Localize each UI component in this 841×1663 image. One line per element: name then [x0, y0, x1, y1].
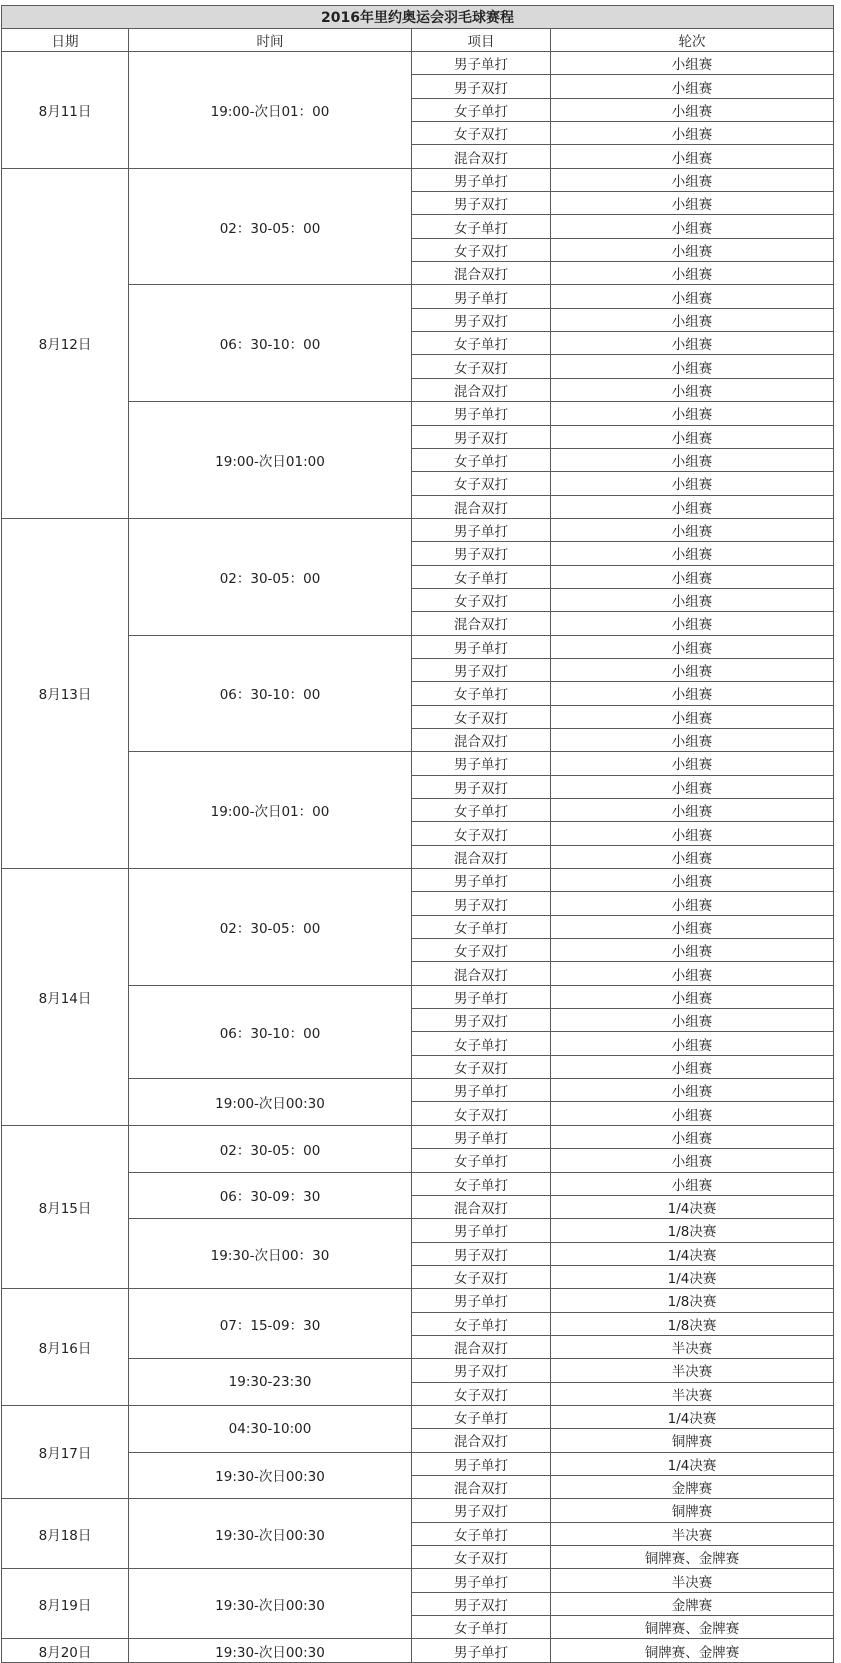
round-cell: 小组赛 — [551, 565, 834, 588]
round-cell: 金牌赛 — [551, 1475, 834, 1498]
event-cell: 男子双打 — [412, 658, 551, 681]
round-cell: 小组赛 — [551, 215, 834, 238]
round-cell: 半决赛 — [551, 1335, 834, 1358]
round-cell: 小组赛 — [551, 658, 834, 681]
table-row — [2, 518, 834, 541]
date-cell: 8月17日 — [2, 1405, 129, 1498]
round-cell: 小组赛 — [551, 1149, 834, 1172]
event-cell: 混合双打 — [412, 1335, 551, 1358]
time-cell: 06：30-10：00 — [129, 635, 412, 752]
round-cell: 1/8决赛 — [551, 1219, 834, 1242]
event-cell: 女子单打 — [412, 799, 551, 822]
event-cell: 女子双打 — [412, 1055, 551, 1078]
round-cell: 小组赛 — [551, 728, 834, 751]
table-row — [2, 1499, 834, 1522]
table-row — [2, 168, 834, 191]
round-cell: 小组赛 — [551, 612, 834, 635]
round-cell: 小组赛 — [551, 822, 834, 845]
round-cell: 小组赛 — [551, 355, 834, 378]
event-cell: 女子单打 — [412, 1032, 551, 1055]
table-row — [2, 1569, 834, 1592]
event-cell: 女子双打 — [412, 472, 551, 495]
round-cell: 小组赛 — [551, 1102, 834, 1125]
round-cell: 小组赛 — [551, 939, 834, 962]
round-cell: 小组赛 — [551, 425, 834, 448]
event-cell: 女子单打 — [412, 1616, 551, 1639]
round-cell: 半决赛 — [551, 1569, 834, 1592]
round-cell: 小组赛 — [551, 332, 834, 355]
round-cell: 铜牌赛 — [551, 1499, 834, 1522]
round-cell: 小组赛 — [551, 892, 834, 915]
round-cell: 小组赛 — [551, 1125, 834, 1148]
event-cell: 女子单打 — [412, 98, 551, 121]
event-cell: 女子单打 — [412, 1312, 551, 1335]
time-cell: 19:30-次日00：30 — [129, 1219, 412, 1289]
event-cell: 男子双打 — [412, 1009, 551, 1032]
table-row — [2, 1289, 834, 1312]
round-cell: 小组赛 — [551, 752, 834, 775]
event-cell: 女子双打 — [412, 122, 551, 145]
round-cell: 小组赛 — [551, 122, 834, 145]
schedule-body — [2, 52, 834, 1663]
round-cell: 1/4决赛 — [551, 1242, 834, 1265]
round-cell: 小组赛 — [551, 845, 834, 868]
event-cell: 男子单打 — [412, 1219, 551, 1242]
event-cell: 男子单打 — [412, 1639, 551, 1662]
date-cell: 8月19日 — [2, 1569, 129, 1639]
event-cell: 混合双打 — [412, 612, 551, 635]
badminton-schedule-table — [1, 5, 834, 1663]
time-cell: 19:00-次日00:30 — [129, 1079, 412, 1126]
event-cell: 男子双打 — [412, 775, 551, 798]
event-cell: 女子双打 — [412, 822, 551, 845]
round-cell: 小组赛 — [551, 1032, 834, 1055]
date-cell: 8月14日 — [2, 869, 129, 1126]
date-cell: 8月11日 — [2, 52, 129, 169]
round-cell: 半决赛 — [551, 1382, 834, 1405]
round-cell: 小组赛 — [551, 448, 834, 471]
event-cell: 女子单打 — [412, 448, 551, 471]
time-cell: 02：30-05：00 — [129, 168, 412, 285]
date-cell: 8月16日 — [2, 1289, 129, 1406]
event-cell: 男子单打 — [412, 285, 551, 308]
round-cell: 1/4决赛 — [551, 1405, 834, 1428]
round-cell: 小组赛 — [551, 75, 834, 98]
event-cell: 男子双打 — [412, 1592, 551, 1615]
round-cell: 小组赛 — [551, 308, 834, 331]
round-cell: 小组赛 — [551, 52, 834, 75]
event-cell: 女子单打 — [412, 682, 551, 705]
round-cell: 小组赛 — [551, 588, 834, 611]
time-cell: 02：30-05：00 — [129, 1125, 412, 1172]
event-cell: 混合双打 — [412, 262, 551, 285]
round-cell: 小组赛 — [551, 915, 834, 938]
event-cell: 男子单打 — [412, 635, 551, 658]
round-cell: 小组赛 — [551, 238, 834, 261]
round-cell: 小组赛 — [551, 192, 834, 215]
round-cell: 小组赛 — [551, 495, 834, 518]
round-cell: 铜牌赛 — [551, 1429, 834, 1452]
event-cell: 男子双打 — [412, 1499, 551, 1522]
event-cell: 混合双打 — [412, 1475, 551, 1498]
event-cell: 女子双打 — [412, 1382, 551, 1405]
event-cell: 男子双打 — [412, 542, 551, 565]
event-cell: 混合双打 — [412, 962, 551, 985]
event-cell: 女子单打 — [412, 215, 551, 238]
event-cell: 混合双打 — [412, 845, 551, 868]
round-cell: 小组赛 — [551, 775, 834, 798]
time-cell: 19:30-23:30 — [129, 1359, 412, 1406]
header-row — [2, 29, 834, 52]
header-time: 时间 — [129, 29, 412, 52]
event-cell: 混合双打 — [412, 145, 551, 168]
event-cell: 女子单打 — [412, 1405, 551, 1428]
round-cell: 小组赛 — [551, 98, 834, 121]
round-cell: 小组赛 — [551, 962, 834, 985]
event-cell: 男子单打 — [412, 1569, 551, 1592]
round-cell: 小组赛 — [551, 682, 834, 705]
event-cell: 男子单打 — [412, 752, 551, 775]
round-cell: 铜牌赛、金牌赛 — [551, 1616, 834, 1639]
round-cell: 1/8决赛 — [551, 1289, 834, 1312]
round-cell: 金牌赛 — [551, 1592, 834, 1615]
round-cell: 小组赛 — [551, 705, 834, 728]
event-cell: 女子单打 — [412, 1522, 551, 1545]
event-cell: 女子双打 — [412, 705, 551, 728]
round-cell: 小组赛 — [551, 402, 834, 425]
event-cell: 男子双打 — [412, 192, 551, 215]
event-cell: 女子单打 — [412, 1149, 551, 1172]
event-cell: 男子单打 — [412, 168, 551, 191]
time-cell: 02：30-05：00 — [129, 518, 412, 635]
table-row — [2, 1405, 834, 1428]
time-cell: 19:00-次日01:00 — [129, 402, 412, 519]
event-cell: 男子单打 — [412, 1125, 551, 1148]
event-cell: 男子单打 — [412, 1452, 551, 1475]
event-cell: 男子单打 — [412, 52, 551, 75]
round-cell: 1/4决赛 — [551, 1195, 834, 1218]
time-cell: 19:30-次日00:30 — [129, 1569, 412, 1639]
round-cell: 小组赛 — [551, 869, 834, 892]
event-cell: 男子单打 — [412, 869, 551, 892]
event-cell: 女子双打 — [412, 588, 551, 611]
event-cell: 男子单打 — [412, 402, 551, 425]
event-cell: 男子双打 — [412, 308, 551, 331]
round-cell: 小组赛 — [551, 262, 834, 285]
round-cell: 小组赛 — [551, 985, 834, 1008]
date-cell: 8月12日 — [2, 168, 129, 518]
event-cell: 混合双打 — [412, 495, 551, 518]
event-cell: 女子双打 — [412, 355, 551, 378]
event-cell: 男子单打 — [412, 1079, 551, 1102]
table-title: 2016年里约奥运会羽毛球赛程 — [2, 6, 834, 29]
title-row — [2, 6, 834, 29]
event-cell: 男子单打 — [412, 985, 551, 1008]
table-row — [2, 52, 834, 75]
round-cell: 小组赛 — [551, 542, 834, 565]
round-cell: 小组赛 — [551, 145, 834, 168]
date-cell: 8月20日 — [2, 1639, 129, 1662]
round-cell: 铜牌赛、金牌赛 — [551, 1546, 834, 1569]
table-row — [2, 1639, 834, 1662]
event-cell: 混合双打 — [412, 1195, 551, 1218]
date-cell: 8月18日 — [2, 1499, 129, 1569]
round-cell: 小组赛 — [551, 1172, 834, 1195]
time-cell: 19:30-次日00:30 — [129, 1452, 412, 1499]
event-cell: 女子单打 — [412, 1172, 551, 1195]
time-cell: 19:30-次日00:30 — [129, 1639, 412, 1662]
round-cell: 小组赛 — [551, 378, 834, 401]
date-cell: 8月15日 — [2, 1125, 129, 1288]
header-round: 轮次 — [551, 29, 834, 52]
event-cell: 女子双打 — [412, 238, 551, 261]
round-cell: 铜牌赛、金牌赛 — [551, 1639, 834, 1662]
round-cell: 1/4决赛 — [551, 1265, 834, 1288]
time-cell: 06：30-10：00 — [129, 985, 412, 1078]
round-cell: 小组赛 — [551, 285, 834, 308]
table-row — [2, 869, 834, 892]
event-cell: 男子双打 — [412, 1359, 551, 1382]
table-row — [2, 1125, 834, 1148]
event-cell: 女子单打 — [412, 915, 551, 938]
event-cell: 女子单打 — [412, 565, 551, 588]
round-cell: 1/4决赛 — [551, 1452, 834, 1475]
round-cell: 小组赛 — [551, 1055, 834, 1078]
event-cell: 混合双打 — [412, 1429, 551, 1452]
round-cell: 小组赛 — [551, 635, 834, 658]
round-cell: 小组赛 — [551, 1009, 834, 1032]
time-cell: 19:00-次日01：00 — [129, 752, 412, 869]
event-cell: 男子双打 — [412, 425, 551, 448]
event-cell: 男子双打 — [412, 1242, 551, 1265]
time-cell: 19:30-次日00:30 — [129, 1499, 412, 1569]
event-cell: 男子单打 — [412, 518, 551, 541]
event-cell: 女子双打 — [412, 1546, 551, 1569]
time-cell: 02：30-05：00 — [129, 869, 412, 986]
event-cell: 混合双打 — [412, 728, 551, 751]
event-cell: 女子单打 — [412, 332, 551, 355]
round-cell: 半决赛 — [551, 1522, 834, 1545]
round-cell: 小组赛 — [551, 799, 834, 822]
round-cell: 1/8决赛 — [551, 1312, 834, 1335]
event-cell: 女子双打 — [412, 1102, 551, 1125]
time-cell: 04:30-10:00 — [129, 1405, 412, 1452]
event-cell: 男子双打 — [412, 75, 551, 98]
date-cell: 8月13日 — [2, 518, 129, 868]
event-cell: 男子单打 — [412, 1289, 551, 1312]
time-cell: 06：30-10：00 — [129, 285, 412, 402]
event-cell: 女子双打 — [412, 939, 551, 962]
round-cell: 小组赛 — [551, 518, 834, 541]
event-cell: 女子双打 — [412, 1265, 551, 1288]
time-cell: 06：30-09：30 — [129, 1172, 412, 1219]
time-cell: 19:00-次日01：00 — [129, 52, 412, 169]
header-event: 项目 — [412, 29, 551, 52]
round-cell: 半决赛 — [551, 1359, 834, 1382]
round-cell: 小组赛 — [551, 472, 834, 495]
event-cell: 混合双打 — [412, 378, 551, 401]
round-cell: 小组赛 — [551, 168, 834, 191]
event-cell: 男子双打 — [412, 892, 551, 915]
round-cell: 小组赛 — [551, 1079, 834, 1102]
time-cell: 07：15-09：30 — [129, 1289, 412, 1359]
header-date: 日期 — [2, 29, 129, 52]
